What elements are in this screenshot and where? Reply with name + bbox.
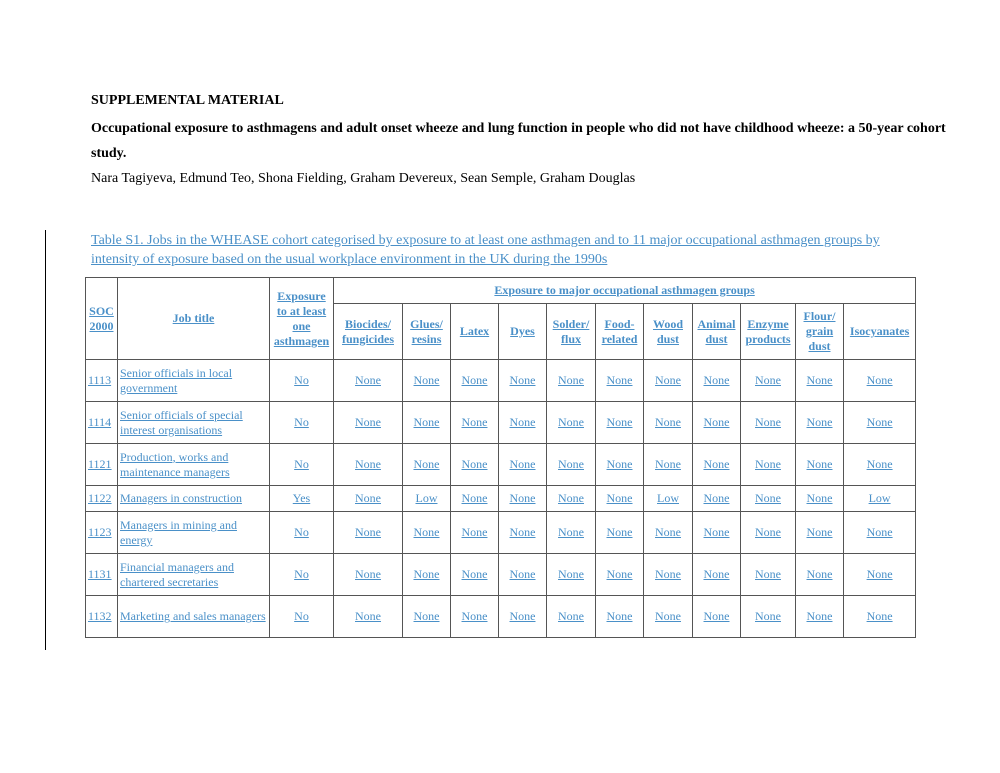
intensity-cell[interactable]: None: [796, 512, 844, 554]
table-row: [86, 512, 916, 554]
intensity-cell[interactable]: None: [499, 596, 547, 638]
intensity-cell[interactable]: None: [596, 596, 644, 638]
intensity-cell[interactable]: None: [334, 402, 403, 444]
header-group: Latex: [451, 304, 499, 360]
intensity-cell[interactable]: None: [499, 360, 547, 402]
intensity-cell[interactable]: None: [796, 554, 844, 596]
intensity-cell[interactable]: None: [451, 360, 499, 402]
intensity-cell[interactable]: None: [844, 512, 916, 554]
intensity-cell[interactable]: None: [499, 402, 547, 444]
header-asthmagen-groups: Exposure to major occupational asthmagen groups: [334, 278, 916, 304]
intensity-cell[interactable]: None: [451, 554, 499, 596]
soc-code-cell[interactable]: 1131: [86, 554, 118, 596]
intensity-cell[interactable]: None: [741, 596, 796, 638]
intensity-cell[interactable]: None: [693, 486, 741, 512]
intensity-cell[interactable]: None: [741, 554, 796, 596]
intensity-cell[interactable]: None: [403, 596, 451, 638]
job-title-cell[interactable]: Senior officials of special interest organisations: [118, 402, 270, 444]
table-row: [86, 402, 916, 444]
intensity-cell[interactable]: None: [547, 554, 596, 596]
soc-code-cell[interactable]: 1122: [86, 486, 118, 512]
intensity-cell[interactable]: Low: [403, 486, 451, 512]
intensity-cell[interactable]: None: [334, 512, 403, 554]
job-title-cell[interactable]: Financial managers and chartered secretaries: [118, 554, 270, 596]
intensity-cell[interactable]: None: [403, 554, 451, 596]
exposure-cell[interactable]: No: [270, 360, 334, 402]
intensity-cell[interactable]: None: [499, 554, 547, 596]
header-group: Solder/ flux: [547, 304, 596, 360]
header-job-title: Job title: [118, 278, 270, 360]
intensity-cell[interactable]: None: [547, 402, 596, 444]
job-title-cell[interactable]: Marketing and sales managers: [118, 596, 270, 638]
header-group: Animal dust: [693, 304, 741, 360]
intensity-cell[interactable]: None: [499, 444, 547, 486]
intensity-cell[interactable]: None: [844, 444, 916, 486]
change-bar: [45, 230, 46, 650]
intensity-cell[interactable]: None: [596, 402, 644, 444]
intensity-cell[interactable]: None: [403, 512, 451, 554]
exposure-cell[interactable]: No: [270, 554, 334, 596]
intensity-cell[interactable]: None: [644, 402, 693, 444]
intensity-cell[interactable]: None: [844, 402, 916, 444]
header-group: Food-related: [596, 304, 644, 360]
intensity-cell[interactable]: None: [547, 360, 596, 402]
exposure-cell[interactable]: No: [270, 444, 334, 486]
intensity-cell[interactable]: None: [796, 596, 844, 638]
soc-code-cell[interactable]: 1123: [86, 512, 118, 554]
intensity-cell[interactable]: Low: [644, 486, 693, 512]
intensity-cell[interactable]: None: [596, 554, 644, 596]
intensity-cell[interactable]: None: [844, 596, 916, 638]
header-group: Biocides/ fungicides: [334, 304, 403, 360]
table-row: [86, 596, 916, 638]
intensity-cell[interactable]: None: [499, 486, 547, 512]
intensity-cell[interactable]: None: [844, 360, 916, 402]
intensity-cell[interactable]: None: [693, 554, 741, 596]
intensity-cell[interactable]: None: [644, 444, 693, 486]
intensity-cell[interactable]: None: [644, 554, 693, 596]
intensity-cell[interactable]: None: [403, 360, 451, 402]
header-soc: SOC 2000: [86, 278, 118, 360]
intensity-cell[interactable]: None: [451, 512, 499, 554]
soc-code-cell[interactable]: 1114: [86, 402, 118, 444]
intensity-cell[interactable]: None: [334, 486, 403, 512]
intensity-cell[interactable]: None: [451, 402, 499, 444]
document-header: [91, 92, 951, 188]
intensity-cell[interactable]: None: [451, 596, 499, 638]
intensity-cell[interactable]: None: [741, 360, 796, 402]
soc-code-cell[interactable]: 1132: [86, 596, 118, 638]
intensity-cell[interactable]: None: [693, 360, 741, 402]
intensity-cell[interactable]: None: [644, 360, 693, 402]
job-title-cell[interactable]: Production, works and maintenance managers: [118, 444, 270, 486]
intensity-cell[interactable]: None: [844, 554, 916, 596]
intensity-cell[interactable]: None: [741, 512, 796, 554]
intensity-cell[interactable]: None: [547, 512, 596, 554]
intensity-cell[interactable]: None: [693, 402, 741, 444]
intensity-cell[interactable]: None: [547, 444, 596, 486]
intensity-cell[interactable]: None: [547, 596, 596, 638]
intensity-cell[interactable]: None: [741, 444, 796, 486]
exposure-cell[interactable]: No: [270, 402, 334, 444]
table-row: [86, 554, 916, 596]
intensity-cell[interactable]: None: [796, 360, 844, 402]
job-title-cell[interactable]: Senior officials in local government: [118, 360, 270, 402]
intensity-cell[interactable]: None: [693, 444, 741, 486]
soc-code-cell[interactable]: 1121: [86, 444, 118, 486]
intensity-cell[interactable]: None: [596, 444, 644, 486]
header-group: Glues/ resins: [403, 304, 451, 360]
intensity-cell[interactable]: None: [334, 596, 403, 638]
intensity-cell[interactable]: None: [741, 486, 796, 512]
intensity-cell[interactable]: None: [644, 596, 693, 638]
intensity-cell[interactable]: None: [596, 512, 644, 554]
exposure-table: [85, 277, 916, 638]
intensity-cell[interactable]: None: [796, 486, 844, 512]
header-group: Enzyme products: [741, 304, 796, 360]
intensity-cell[interactable]: None: [796, 444, 844, 486]
header-group: Wood dust: [644, 304, 693, 360]
intensity-cell[interactable]: None: [693, 512, 741, 554]
intensity-cell[interactable]: None: [547, 486, 596, 512]
author-list: Nara Tagiyeva, Edmund Teo, Shona Fielding, Graham Devereux, Sean Semple, Graham Douglas: [91, 171, 636, 186]
exposure-cell[interactable]: No: [270, 512, 334, 554]
header-group: Dyes: [499, 304, 547, 360]
intensity-cell[interactable]: None: [403, 402, 451, 444]
intensity-cell[interactable]: Low: [844, 486, 916, 512]
table-row: [86, 486, 916, 512]
exposure-cell[interactable]: Yes: [270, 486, 334, 512]
job-title-cell[interactable]: Managers in construction: [118, 486, 270, 512]
table-caption[interactable]: Table S1. Jobs in the WHEASE cohort categorised by exposure to at least one asthmagen and to 11 major occupational asthmagen groups by intensity of exposure based on the usual workplace environment in the UK during the 1990s: [91, 233, 880, 267]
supplemental-heading: SUPPLEMENTAL MATERIAL: [91, 93, 284, 108]
intensity-cell[interactable]: None: [596, 486, 644, 512]
intensity-cell[interactable]: None: [403, 444, 451, 486]
exposure-cell[interactable]: No: [270, 596, 334, 638]
paper-title: Occupational exposure to asthmagens and adult onset wheeze and lung function in people who did not have childhood wheeze: a 50-year cohort study.: [91, 121, 946, 161]
table-row: [86, 360, 916, 402]
intensity-cell[interactable]: None: [693, 596, 741, 638]
intensity-cell[interactable]: None: [796, 402, 844, 444]
header-group: Flour/ grain dust: [796, 304, 844, 360]
intensity-cell[interactable]: None: [741, 402, 796, 444]
job-title-cell[interactable]: Managers in mining and energy: [118, 512, 270, 554]
header-group: Isocyanates: [844, 304, 916, 360]
intensity-cell[interactable]: None: [499, 512, 547, 554]
intensity-cell[interactable]: None: [451, 486, 499, 512]
soc-code-cell[interactable]: 1113: [86, 360, 118, 402]
intensity-cell[interactable]: None: [596, 360, 644, 402]
intensity-cell[interactable]: None: [334, 360, 403, 402]
intensity-cell[interactable]: None: [334, 444, 403, 486]
table-row: [86, 444, 916, 486]
intensity-cell[interactable]: None: [334, 554, 403, 596]
header-exposure: Exposure to at least one asthmagen: [270, 278, 334, 360]
intensity-cell[interactable]: None: [451, 444, 499, 486]
intensity-cell[interactable]: None: [644, 512, 693, 554]
